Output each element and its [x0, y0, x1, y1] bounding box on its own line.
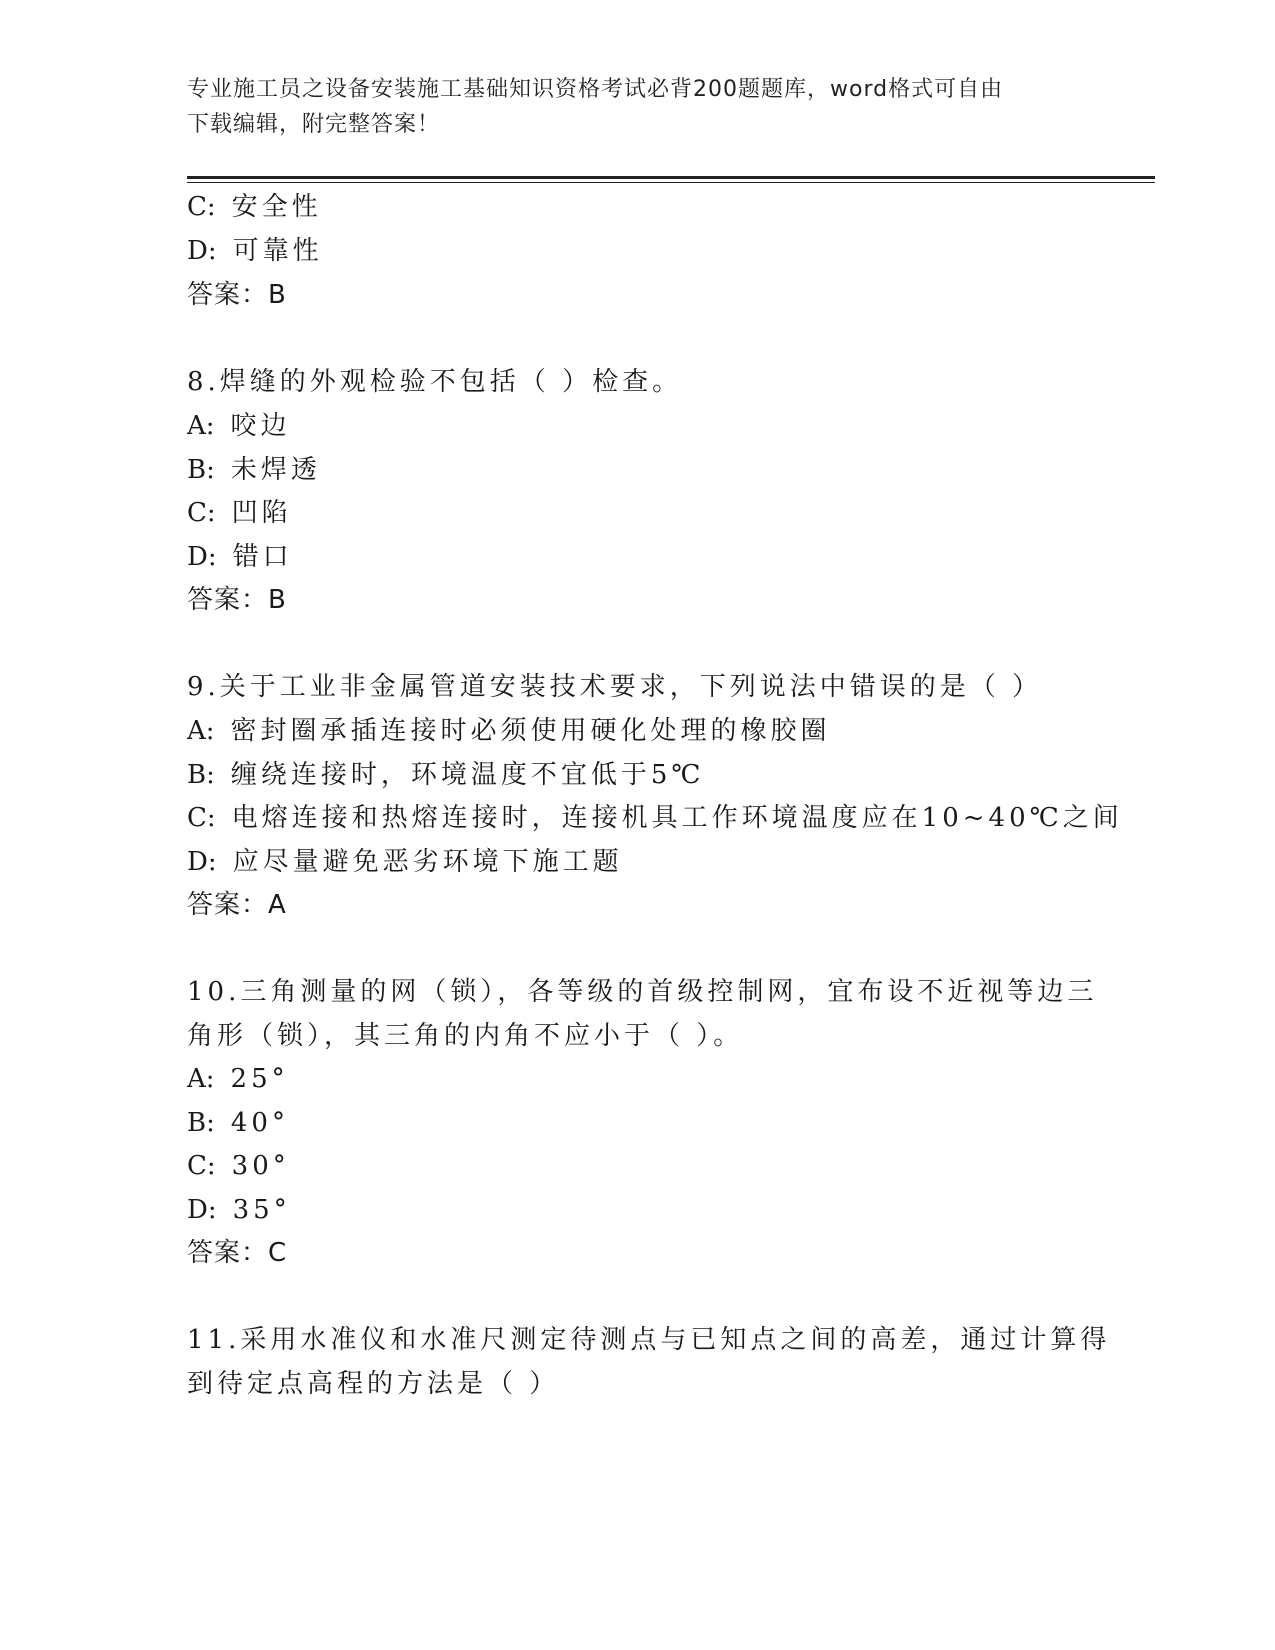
- answer-line: 答案：C: [187, 1238, 288, 1268]
- question-10-line-2: 角形（锁），其三角的内角不应小于（ ）。: [187, 1021, 744, 1051]
- option-d: D: 应尽量避免恶劣环境下施工题: [187, 847, 623, 877]
- document-header: [187, 72, 1067, 142]
- option-c: C: 凹陷: [187, 498, 292, 528]
- header-rule-thick: [187, 176, 1155, 179]
- header-line-1: 专业施工员之设备安装施工基础知识资格考试必背200题题库，word格式可自由: [187, 77, 1004, 102]
- option-b: B: 未焊透: [187, 455, 321, 485]
- answer-line: 答案：B: [187, 585, 287, 615]
- option-b: B: 40°: [187, 1108, 289, 1138]
- question-11-line-2: 到待定点高程的方法是（ ）: [187, 1369, 560, 1399]
- option-d: D: 错口: [187, 542, 293, 572]
- option-a: A: 密封圈承插连接时必须使用硬化处理的橡胶圈: [187, 716, 831, 746]
- option-c: C: 安全性: [187, 192, 322, 222]
- answer-line: 答案：B: [187, 280, 287, 310]
- option-a: A: 25°: [187, 1064, 289, 1094]
- answer-line: 答案：A: [187, 890, 287, 920]
- option-c: C: 30°: [187, 1151, 290, 1181]
- header-line-2: 下载编辑，附完整答案！: [187, 112, 441, 137]
- question-8: 8.焊缝的外观检验不包括（ ）检查。: [187, 367, 683, 397]
- option-c: C: 电熔连接和热熔连接时，连接机具工作环境温度应在10~40℃之间: [187, 803, 1123, 833]
- option-b: B: 缠绕连接时，环境温度不宜低于5℃: [187, 760, 705, 790]
- option-a: A: 咬边: [187, 411, 291, 441]
- question-11-line-1: 11.采用水准仪和水准尺测定待测点与已知点之间的高差，通过计算得: [187, 1325, 1111, 1355]
- question-10-line-1: 10.三角测量的网（锁），各等级的首级控制网，宜布设不近视等边三: [187, 977, 1098, 1007]
- header-rule-thin: [187, 182, 1155, 183]
- option-d: D: 可靠性: [187, 236, 323, 266]
- question-9: 9.关于工业非金属管道安装技术要求，下列说法中错误的是（ ）: [187, 672, 1043, 702]
- option-d: D: 35°: [187, 1195, 291, 1225]
